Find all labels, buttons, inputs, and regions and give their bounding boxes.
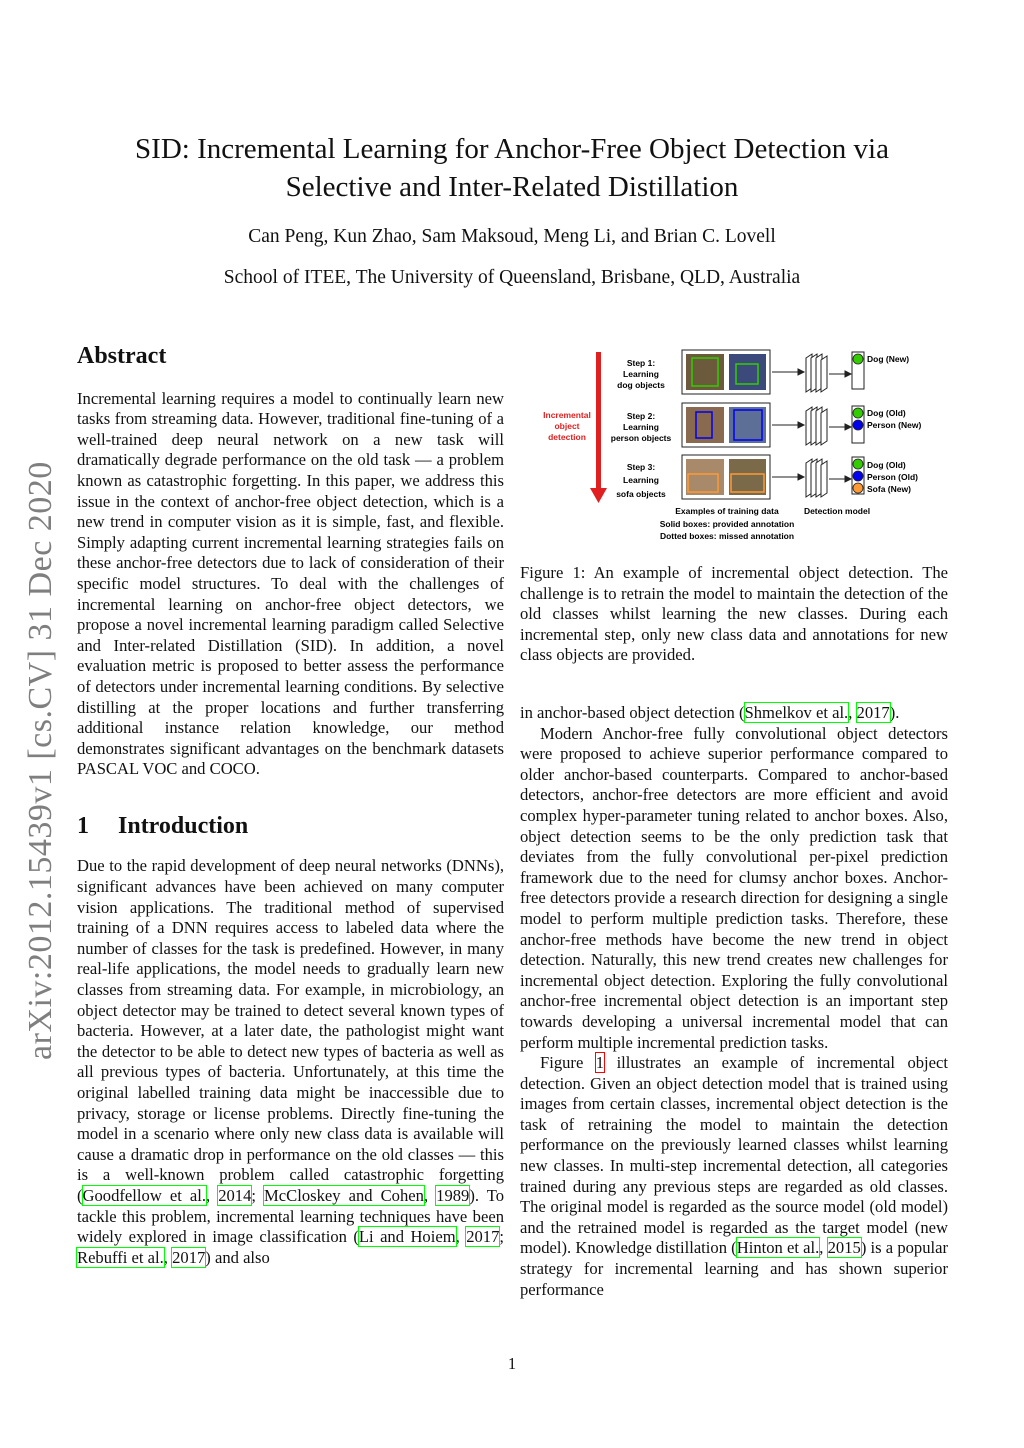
fig-step-2-line-1: Step 2: xyxy=(626,411,656,421)
intro-paragraph-3: Figure 1 illustrates an example of incremental object detection. Given an object detection model that is trained using images from certain classes, incremental object detection is the task of retraining the model to maintain the detection performance on the previously learned classes whilst learning new classes. In multi-step incremental detection, all categories trained during any previous steps are regarded as old classes. The original model is regarded as the source model (old model) and the retrained model is regarded as the target model (new model). Knowledge distillation (Hinton et al., 2015) is a popular strategy for incremental learning and has shown superior performance xyxy=(520,1053,949,1299)
citation-link[interactable] xyxy=(264,1186,424,1205)
citation-link[interactable] xyxy=(218,1186,251,1205)
fig-arrows-to-model xyxy=(772,369,804,480)
text-run: ) is a popular strategy for incremental learning and has shown superior performance xyxy=(520,1238,949,1299)
citation-authors: Hinton et al. xyxy=(736,1238,820,1258)
citation-year: 1989 xyxy=(436,1185,470,1205)
citation-link[interactable] xyxy=(436,1186,469,1205)
intro-paragraph-2: Modern Anchor-free fully convolutional object detectors were proposed to achieve superior performance compared to older anchor-based counterparts. Compared to anchor-based detectors, anchor-free detectors are more efficient and avoid complex hyper-parameter tuning related to anchor boxes. Also, object detection seems to be the only prediction task that deviates from the fully convolutional per-pixel prediction framework due to the need for clumsy anchor boxes. Anchor-free detectors provide a research direction for designing a single model to perform multiple prediction tasks. Therefore, these anchor-free methods have become the new trend in object detection. Naturally, this new trend creates new challenges for incremental object detection. Exploring the fully convolutional anchor-free incremental object detection is an important step towards developing a universal incremental model that can perform multiple incremental prediction tasks. xyxy=(520,723,948,1052)
affiliation: School of ITEE, The University of Queensland, Brisbane, QLD, Australia xyxy=(223,267,801,288)
section-title: Introduction xyxy=(118,812,249,839)
fig-training-images-step-1 xyxy=(682,350,770,394)
fig-arrows-to-output xyxy=(829,371,851,482)
fig-output-step-2 xyxy=(852,406,864,443)
figure-reference-link[interactable] xyxy=(596,1053,604,1072)
fig-step-1-line-2: Learning xyxy=(623,369,659,379)
citation-year: 2014 xyxy=(218,1185,252,1205)
citation-link[interactable] xyxy=(83,1186,206,1205)
text-run: ; xyxy=(499,1227,505,1247)
text-run: Due to the rapid development of deep neural networks (DNNs), significant advances have been achieved on many computer vision applications. The traditional method of supervised training of a DNN requires access to labeled data where the number of classes for the task is predefined. However, in many real-life applications, the model needs to gradually learn new classes from streaming data. For example, in microbiology, an object detector may be trained to detect several known types of bacteria. However, at a later date, the pathologist might want the detector to be able to detect new types of bacteria as well as all previous types of bacteria. Unfortunately, at this time the original labelled training data might be inaccessible due to privacy, storage or license problems. Directly fine-tuning the model in a scenario where only new class data is available will cause a dramatic drop in performance on the old classes — this is a well-known problem called catastrophic forgetting ( xyxy=(77,856,504,1205)
citation-link[interactable] xyxy=(857,703,890,722)
abstract-text: Incremental learning requires a model to continually learn new tasks from streaming data. However, traditional fine-tuning of a well-trained deep neural network on a new task will dramatically degrade performance on the old task — a problem known as catastrophic forgetting. In this paper, we address this issue in the context of anchor-free object detection, which is a new trend in computer vision as it is simple, fast, and flexible. Simply adapting current incremental learning strategies fails on these anchor-free detectors due to lack of consideration of their specific model structures. To deal with the challenges of incremental learning on anchor-free object detectors, we propose a novel incremental learning paradigm called Selective and Inter-related Distillation (SID). In addition, a novel evaluation metric is proposed to better assess the performance of detectors under incremental learning conditions. By selective distilling at the proper locations and further transferring additional instance relation knowledge, our method demonstrates significant advantages on the benchmark datasets PASCAL VOC and COCO. xyxy=(77,388,504,779)
citation-authors: Shmelkov et al. xyxy=(744,703,849,722)
intro-heading xyxy=(77,812,504,839)
citation-authors: Rebuffi et al. xyxy=(77,1247,164,1267)
text-run: illustrates an example of incremental object detection. Given an object detection model that is trained using images from certain classes, incremental object detection is the task of retraining the model to maintain the detection performance on the previously learned classes whilst learning new classes. In multi-step incremental detection, all categories trained during any previous steps are regarded as old classes. The original model is regarded as the source model (old model) and the retrained model is regarded as the target model (new model). Knowledge distillation ( xyxy=(520,1053,948,1258)
title-line-2: Selective and Inter-Related Distillation xyxy=(285,171,739,203)
citation-authors: Li and Hoiem xyxy=(358,1227,456,1247)
text-run: in anchor-based object detection ( xyxy=(520,703,745,722)
paper-title xyxy=(60,130,964,206)
intro-paragraph-1: Due to the rapid development of deep neural networks (DNNs), significant advances have been achieved on many computer vision applications. The traditional method of supervised training of a DNN requires access to labeled data where the number of classes for the task is predefined. However, in many real-life applications, the model needs to gradually learn new classes from streaming data. For example, in microbiology, an object detector may be trained to detect several known types of bacteria. However, at a later date, the pathologist might want the detector to be able to detect new types of bacteria as well as all previous types of bacteria. Unfortunately, at this time the original labelled training data might be inaccessible due to privacy, storage or license problems. Directly fine-tuning the model in a scenario where only new class data is available will cause a dramatic drop in performance on the old classes — this is a well-known problem called catastrophic forgetting (Goodfellow et al., 2014; McCloskey and Cohen, 1989). To tackle this problem, incremental learning techniques have been widely explored in image classification (Li and Hoiem, 2017; Rebuffi et al., 2017) and also xyxy=(77,856,505,1267)
fig-step-3-line-1: Step 3: xyxy=(626,462,656,472)
author-list: Can Peng, Kun Zhao, Sam Maksoud, Meng Li, and Brian C. Lovell xyxy=(248,226,776,247)
figure-1 xyxy=(536,346,936,546)
citation-link[interactable] xyxy=(172,1248,205,1267)
citation-year: 2015 xyxy=(827,1238,861,1258)
figure-reference-number: 1 xyxy=(595,1053,605,1073)
arxiv-stamp: arXiv:2012.15439v1 [cs.CV] 31 Dec 2020 xyxy=(22,461,59,1060)
fig-output-step-3 xyxy=(852,457,864,494)
fig-red-arrow-shaft xyxy=(596,352,601,490)
fig-step-2-line-2: Learning xyxy=(623,422,659,432)
fig-red-arrow-head xyxy=(590,488,607,503)
citation-year: 2017 xyxy=(466,1227,500,1247)
fig-label-solid-boxes: Solid boxes: provided annotation xyxy=(659,519,795,529)
fig-detection-models xyxy=(806,354,827,497)
title-line-1: SID: Incremental Learning for Anchor-Free Object Detection via xyxy=(135,133,889,165)
right-column xyxy=(520,703,948,1300)
fig-side-label-3: detection xyxy=(548,432,586,442)
abstract-heading: Abstract xyxy=(77,343,167,369)
fig-step-3-line-2: Learning xyxy=(623,475,659,485)
page-number: 1 xyxy=(507,1354,517,1373)
text-run: ; xyxy=(251,1185,265,1205)
citation-link[interactable] xyxy=(828,1238,861,1257)
fig-side-label-1: Incremental xyxy=(543,410,591,420)
fig-step-2-line-3: person objects xyxy=(610,433,672,443)
fig-output-2-label-2: Person (New) xyxy=(867,420,922,430)
citation-link[interactable] xyxy=(77,1248,164,1267)
figure-1-diagram xyxy=(536,346,936,546)
text-run: ) and also xyxy=(205,1247,270,1267)
citation-authors: McCloskey and Cohen xyxy=(264,1185,424,1205)
text-run: Figure xyxy=(540,1053,596,1073)
fig-output-1-label-1: Dog (New) xyxy=(867,354,910,364)
text-run: ). xyxy=(889,703,900,722)
fig-label-dotted-boxes: Dotted boxes: missed annotation xyxy=(659,531,795,541)
intro-paragraph-1-continued: in anchor-based object detection (Shmelkov et al., 2017). xyxy=(520,703,900,722)
citation-link[interactable] xyxy=(745,703,849,722)
fig-step-3-line-3: sofa objects xyxy=(616,489,666,499)
fig-side-label-2: object xyxy=(554,421,580,431)
fig-label-detection-model: Detection model xyxy=(803,506,871,516)
fig-label-training-data: Examples of training data xyxy=(675,506,779,516)
citation-link[interactable] xyxy=(359,1227,456,1246)
left-column xyxy=(77,343,505,1268)
fig-output-3-label-2: Person (Old) xyxy=(867,472,919,482)
fig-step-1-line-1: Step 1: xyxy=(626,358,656,368)
fig-output-3-label-1: Dog (Old) xyxy=(867,460,906,470)
fig-training-images-step-3 xyxy=(682,455,770,499)
fig-output-3-label-3: Sofa (New) xyxy=(867,484,911,494)
section-number: 1 xyxy=(77,812,89,839)
text-run: ). To tackle this problem, incremental learning techniques have been widely explored in image classification ( xyxy=(77,1185,505,1247)
citation-year: 2017 xyxy=(856,703,890,722)
citation-authors: Goodfellow et al. xyxy=(82,1185,206,1205)
figure-1-caption: Figure 1: An example of incremental object detection. The challenge is to retrain the model to maintain the detection of the old classes whilst learning the new classes. During each incremental step, only new class data and annotations for new class objects are provided. xyxy=(520,563,948,665)
fig-output-step-1 xyxy=(852,352,864,389)
fig-training-images-step-2 xyxy=(682,403,770,447)
citation-link[interactable] xyxy=(466,1227,499,1246)
fig-step-1-line-3: dog objects xyxy=(617,380,665,390)
citation-link[interactable] xyxy=(737,1238,820,1257)
fig-output-2-label-1: Dog (Old) xyxy=(867,408,906,418)
citation-year: 2017 xyxy=(172,1247,206,1267)
